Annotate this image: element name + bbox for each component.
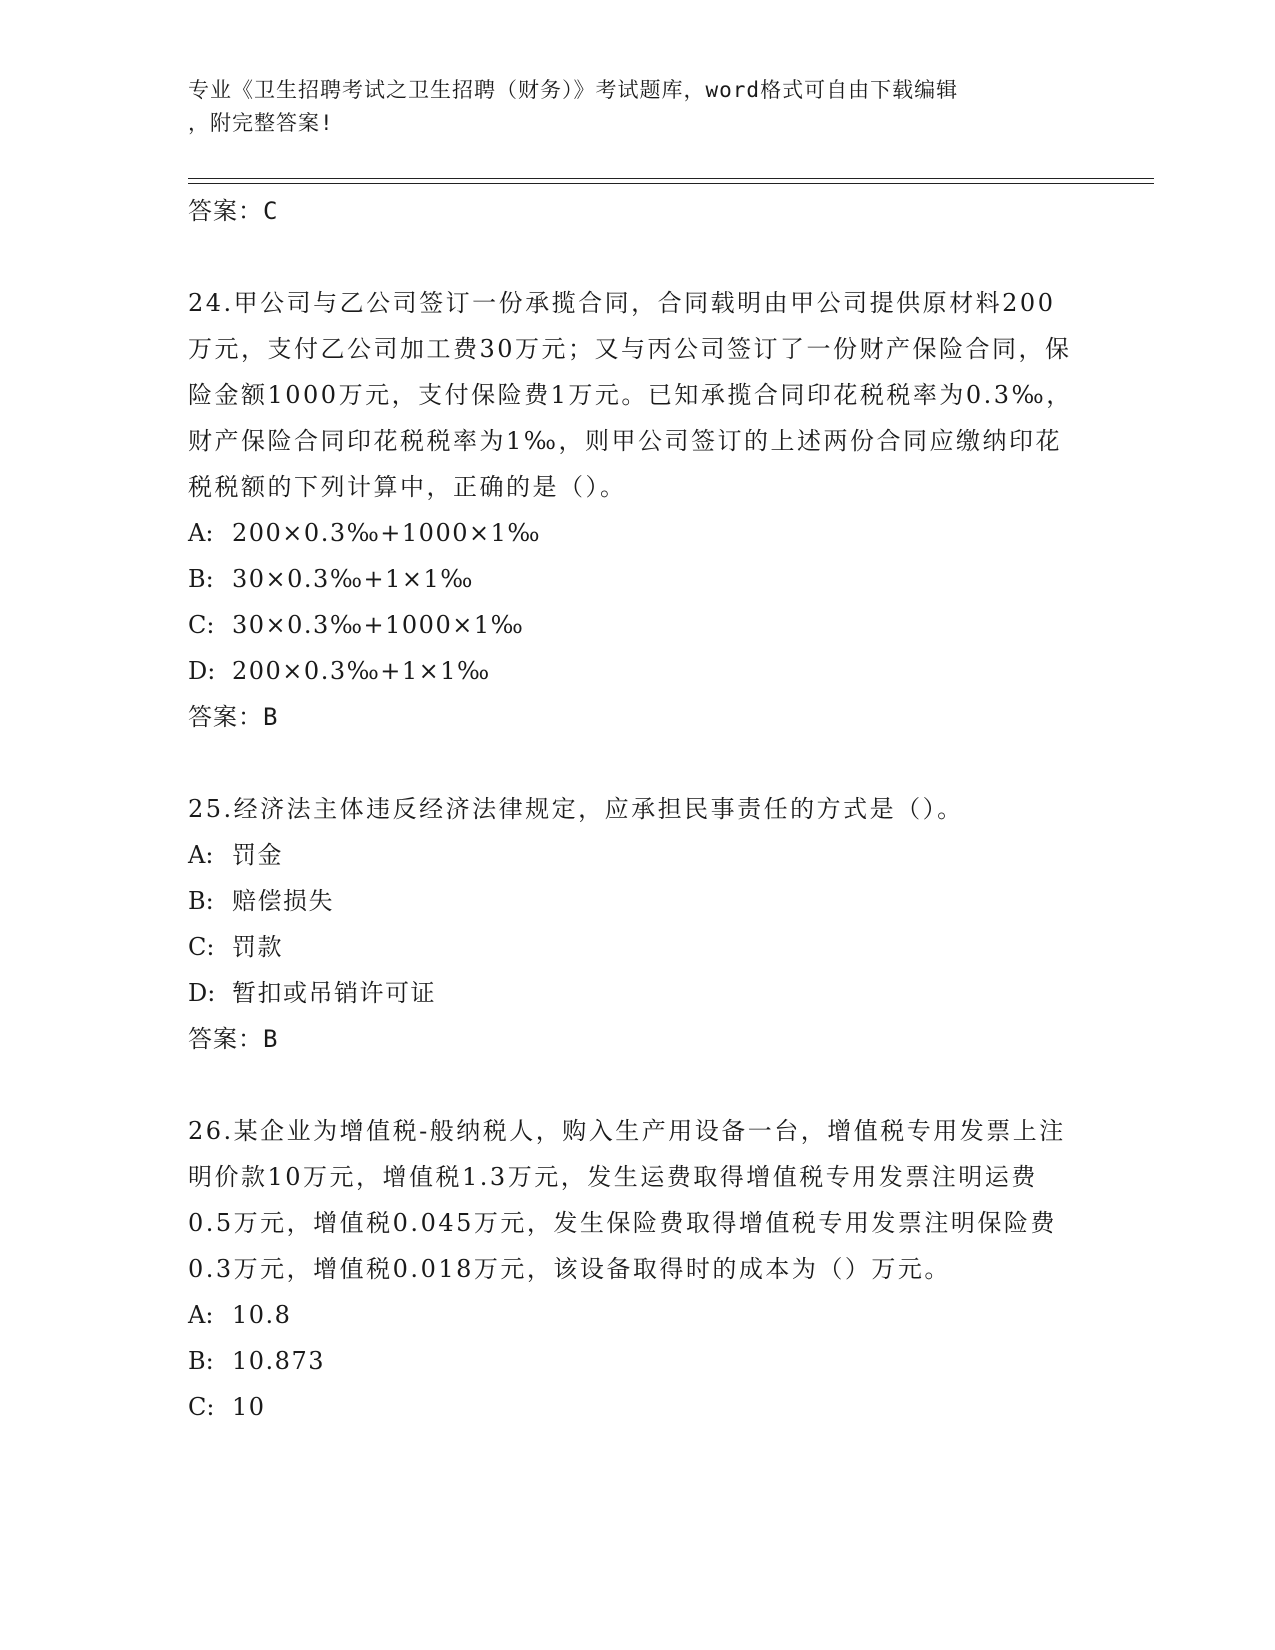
previous-answer: 答案：C — [188, 197, 279, 225]
option-label: C: — [188, 611, 215, 639]
option-text: 10 — [232, 1393, 266, 1421]
header-line-2: ，附完整答案! — [188, 111, 334, 135]
question-text: 24.甲公司与乙公司签订一份承揽合同，合同载明由甲公司提供原材料200万元，支付乙公司加工费30万元；又与丙公司签订了一份财产保险合同，保险金额1000万元，支付保险费1万元。已知承揽合同印花税税率为0.3‰，财产保险合同印花税税率为1‰，则甲公司签订的上述两份合同应缴纳印花税税额的下列计算中，正确的是（）。 — [188, 289, 1073, 501]
option-a — [188, 832, 1078, 878]
option-label: C: — [188, 933, 215, 961]
header-divider-second — [188, 183, 1154, 184]
option-text: 200×0.3‰+1000×1‰ — [232, 519, 542, 547]
document-header — [188, 74, 1078, 140]
option-label: B: — [188, 1347, 214, 1375]
question-25 — [188, 786, 1078, 1062]
question-24 — [188, 280, 1078, 740]
option-label: B: — [188, 887, 214, 915]
option-label: A: — [188, 519, 214, 547]
option-text: 200×0.3‰+1×1‰ — [232, 657, 491, 685]
option-d — [188, 970, 1078, 1016]
option-text: 罚款 — [232, 933, 283, 961]
option-text: 罚金 — [232, 841, 283, 869]
option-label: D: — [188, 979, 216, 1007]
answer: 答案：B — [188, 703, 279, 731]
option-b — [188, 556, 1078, 602]
option-b — [188, 878, 1078, 924]
option-d — [188, 648, 1078, 694]
option-label: C: — [188, 1393, 215, 1421]
option-label: A: — [188, 841, 214, 869]
header-divider — [188, 178, 1154, 179]
header-line-1: 专业《卫生招聘考试之卫生招聘（财务）》考试题库，word格式可自由下载编辑 — [188, 78, 959, 102]
question-text: 25.经济法主体违反经济法律规定，应承担民事责任的方式是（）。 — [188, 795, 964, 823]
question-text: 26.某企业为增值税-般纳税人，购入生产用设备一台，增值税专用发票上注明价款10万元，增值税1.3万元，发生运费取得增值税专用发票注明运费0.5万元，增值税0.045万元，发生保险费取得增值税专用发票注明保险费0.3万元，增值税0.018万元，该设备取得时的成本为（）万元。 — [188, 1117, 1066, 1283]
option-text: 10.873 — [232, 1347, 325, 1375]
option-c — [188, 1384, 1078, 1430]
option-label: D: — [188, 657, 216, 685]
option-a — [188, 510, 1078, 556]
option-text: 30×0.3‰+1000×1‰ — [232, 611, 525, 639]
option-text: 10.8 — [232, 1301, 292, 1329]
option-c — [188, 924, 1078, 970]
option-text: 30×0.3‰+1×1‰ — [232, 565, 474, 593]
option-text: 赔偿损失 — [232, 887, 334, 915]
option-label: A: — [188, 1301, 214, 1329]
question-26 — [188, 1108, 1078, 1430]
option-text: 暂扣或吊销许可证 — [232, 979, 436, 1007]
question-list — [188, 188, 1078, 1430]
option-label: B: — [188, 565, 214, 593]
option-b — [188, 1338, 1078, 1384]
option-a — [188, 1292, 1078, 1338]
option-c — [188, 602, 1078, 648]
answer: 答案：B — [188, 1025, 279, 1053]
